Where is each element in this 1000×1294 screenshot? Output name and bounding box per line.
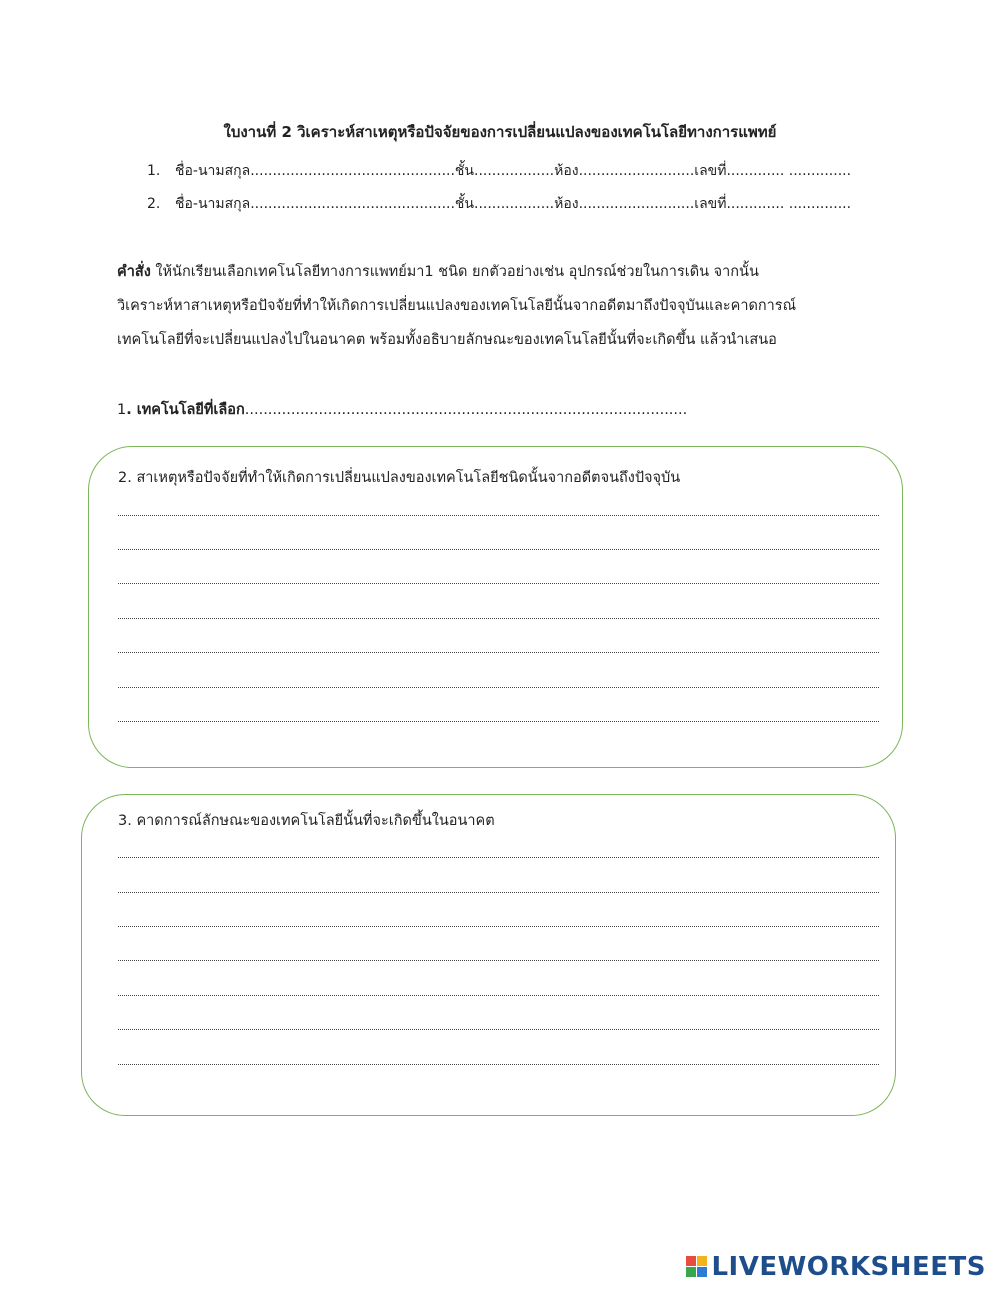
student-line-2 (147, 193, 851, 215)
liveworksheets-logo-icon (686, 1256, 708, 1278)
answer-line[interactable] (118, 618, 879, 619)
liveworksheets-logo[interactable] (686, 1252, 986, 1282)
question-2-box (88, 446, 903, 768)
answer-line[interactable] (118, 960, 879, 961)
question-3-box (81, 794, 896, 1116)
question-1-answer-line[interactable]: ................................................................................................ (244, 402, 688, 418)
answer-line[interactable] (118, 549, 879, 550)
question-1-number: 1 (117, 402, 127, 418)
answer-line[interactable] (118, 721, 879, 722)
instruction-line-2: วิเคราะห์หาสาเหตุหรือปัจจัยที่ทำให้เกิดการเปลี่ยนแปลงของเทคโนโลยีนั้นจากอดีตมาถึงปัจจุบันและคาดการณ์ (117, 298, 797, 314)
worksheet-title: ใบงานที่ 2 วิเคราะห์สาเหตุหรือปัจจัยของการเปลี่ยนแปลงของเทคโนโลยีทางการแพทย์ (223, 123, 777, 141)
question-1-label: . เทคโนโลยีที่เลือก (126, 402, 245, 418)
logo-text: LIVEWORKSHEETS (711, 1252, 986, 1282)
student-line-1 (147, 160, 851, 182)
answer-line[interactable] (118, 687, 879, 688)
answer-line[interactable] (118, 995, 879, 996)
instruction-line-3: เทคโนโลยีที่จะเปลี่ยนแปลงไปในอนาคต พร้อมทั้งอธิบายลักษณะของเทคโนโลยีนั้นที่จะเกิดขึ้น แล้วนำเสนอ (117, 332, 777, 348)
answer-line[interactable] (118, 1029, 879, 1030)
instruction-line-1 (117, 260, 759, 283)
answer-line[interactable] (118, 583, 879, 584)
answer-line[interactable] (118, 1064, 879, 1065)
question-3-label: 3. คาดการณ์ลักษณะของเทคโนโลยีนั้นที่จะเกิดขึ้นในอนาคต (118, 813, 495, 829)
student-number: 2. (147, 196, 161, 212)
answer-line[interactable] (118, 652, 879, 653)
answer-line[interactable] (118, 892, 879, 893)
instruction-label: คำสั่ง (117, 264, 151, 280)
answer-line[interactable] (118, 515, 879, 516)
student-fields: ชื่อ-นามสกุล..............................................ชั้น..................ห้อง..........................เลขที่............. .............. (175, 163, 852, 179)
answer-line[interactable] (118, 857, 879, 858)
student-fields: ชื่อ-นามสกุล..............................................ชั้น..................ห้อง..........................เลขที่............. .............. (175, 196, 852, 212)
question-2-label: 2. สาเหตุหรือปัจจัยที่ทำให้เกิดการเปลี่ยนแปลงของเทคโนโลยีชนิดนั้นจากอดีตจนถึงปัจจุบัน (118, 470, 681, 486)
student-number: 1. (147, 163, 161, 179)
question-1 (117, 398, 687, 421)
instruction-text: ให้นักเรียนเลือกเทคโนโลยีทางการแพทย์มา1 ชนิด ยกตัวอย่างเช่น อุปกรณ์ช่วยในการเดิน จากนั้น (150, 264, 759, 280)
answer-line[interactable] (118, 926, 879, 927)
